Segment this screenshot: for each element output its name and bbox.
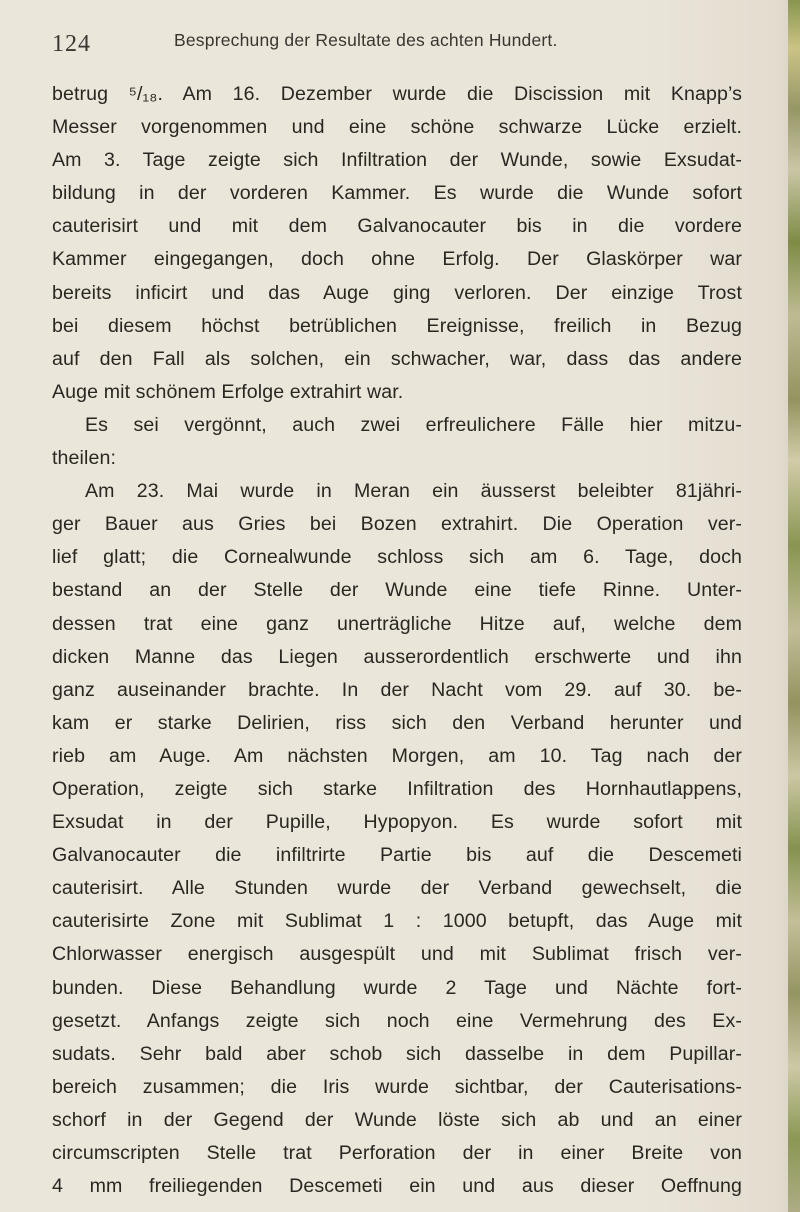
text-line: theilen: bbox=[52, 447, 116, 470]
text-line: bildung in der vorderen Kammer. Es wurde die Wunde sofort bbox=[52, 182, 742, 205]
body-text bbox=[52, 78, 742, 1203]
text-line: sudats. Sehr bald aber schob sich dasselbe in dem Pupillar- bbox=[52, 1042, 742, 1065]
page-number: 124 bbox=[52, 31, 91, 57]
text-line: betrug ⁵/₁₈. Am 16. Dezember wurde die Discission mit Knapp’s bbox=[52, 83, 742, 105]
text-line: ger Bauer aus Gries bei Bozen extrahirt. Die Operation ver- bbox=[52, 513, 742, 536]
text-line: bereits inficirt und das Auge ging verloren. Der einzige Trost bbox=[52, 281, 742, 304]
page-edge bbox=[788, 0, 800, 1212]
text-line: Galvanocauter die infiltrirte Partie bis auf die Descemeti bbox=[52, 844, 742, 867]
page-header bbox=[52, 26, 752, 66]
text-line: kam er starke Delirien, riss sich den Verband herunter und bbox=[52, 711, 742, 734]
text-line: cauterisirt und mit dem Galvanocauter bis in die vordere bbox=[52, 215, 742, 238]
text-line: bei diesem höchst betrüblichen Ereignisse, freilich in Bezug bbox=[52, 314, 742, 337]
text-line: dessen trat eine ganz unerträgliche Hitze auf, welche dem bbox=[52, 612, 742, 635]
text-line: bunden. Diese Behandlung wurde 2 Tage und Nächte fort- bbox=[52, 976, 742, 999]
text-line: ganz auseinander brachte. In der Nacht vom 29. auf 30. be- bbox=[52, 678, 742, 701]
text-line: lief glatt; die Cornealwunde schloss sich am 6. Tage, doch bbox=[52, 546, 742, 569]
text-line: gesetzt. Anfangs zeigte sich noch eine Vermehrung des Ex- bbox=[52, 1009, 742, 1032]
text-line: schorf in der Gegend der Wunde löste sich ab und an einer bbox=[52, 1108, 742, 1131]
text-line: Chlorwasser energisch ausgespült und mit Sublimat frisch ver- bbox=[52, 943, 742, 966]
text-line: Kammer eingegangen, doch ohne Erfolg. Der Glaskörper war bbox=[52, 248, 742, 271]
text-line: Messer vorgenommen und eine schöne schwarze Lücke erzielt. bbox=[52, 116, 742, 139]
text-line: Exsudat in der Pupille, Hypopyon. Es wurde sofort mit bbox=[52, 811, 742, 834]
text-line: bestand an der Stelle der Wunde eine tiefe Rinne. Unter- bbox=[52, 579, 742, 602]
text-line: 4 mm freiliegenden Descemeti ein und aus dieser Oeffnung bbox=[52, 1175, 742, 1198]
text-line: bereich zusammen; die Iris wurde sichtbar, der Cauterisations- bbox=[52, 1075, 742, 1098]
text-line: Es sei vergönnt, auch zwei erfreulichere Fälle hier mitzu- bbox=[85, 413, 742, 436]
running-head: Besprechung der Resultate des achten Hundert. bbox=[174, 30, 558, 50]
text-line: Auge mit schönem Erfolge extrahirt war. bbox=[52, 380, 404, 403]
text-line: cauterisirte Zone mit Sublimat 1 : 1000 betupft, das Auge mit bbox=[52, 910, 742, 933]
text-line: dicken Manne das Liegen ausserordentlich erschwerte und ihn bbox=[52, 645, 742, 668]
text-line: Am 3. Tage zeigte sich Infiltration der Wunde, sowie Exsudat- bbox=[52, 149, 742, 172]
text-line: Operation, zeigte sich starke Infiltration des Hornhautlappens, bbox=[52, 777, 742, 800]
text-line: circumscripten Stelle trat Perforation der in einer Breite von bbox=[52, 1142, 742, 1164]
text-line: rieb am Auge. Am nächsten Morgen, am 10. Tag nach der bbox=[52, 744, 742, 767]
text-line: Am 23. Mai wurde in Meran ein äusserst beleibter 81jähri- bbox=[85, 480, 742, 503]
text-line: cauterisirt. Alle Stunden wurde der Verband gewechselt, die bbox=[52, 877, 742, 900]
text-line: auf den Fall als solchen, ein schwacher, war, dass das andere bbox=[52, 347, 742, 370]
